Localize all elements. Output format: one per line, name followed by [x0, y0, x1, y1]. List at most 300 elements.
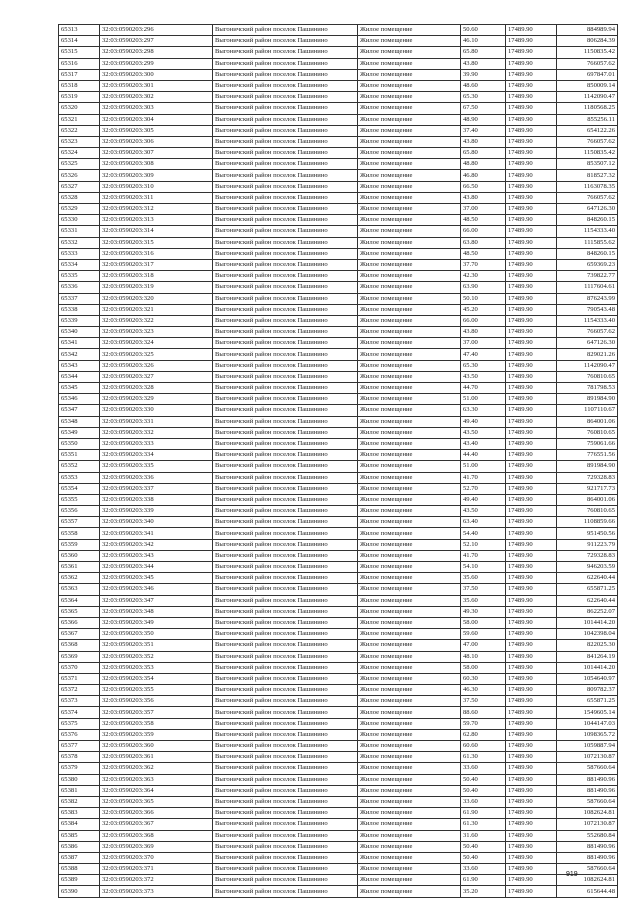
address-cell: Выгоничский район поселок Пашинино	[213, 204, 358, 215]
cadastral-number-cell: 32:03:0590203:337	[100, 483, 213, 494]
cadastral-value-cell: 1154333.40	[557, 315, 618, 326]
address-cell: Выгоничский район поселок Пашинино	[213, 864, 358, 875]
cadastral-value-cell: 855256.11	[557, 114, 618, 125]
cadastral-number-cell: 32:03:0590203:371	[100, 864, 213, 875]
object-type-cell: Жилое помещение	[358, 562, 461, 573]
address-cell: Выгоничский район поселок Пашинино	[213, 25, 358, 36]
area-cell: 37.50	[461, 584, 506, 595]
row-number-cell: 65388	[59, 864, 100, 875]
address-cell: Выгоничский район поселок Пашинино	[213, 595, 358, 606]
specific-value-cell: 17489.90	[506, 170, 557, 181]
address-cell: Выгоничский район поселок Пашинино	[213, 438, 358, 449]
row-number-cell: 65338	[59, 304, 100, 315]
object-type-cell: Жилое помещение	[358, 685, 461, 696]
address-cell: Выгоничский район поселок Пашинино	[213, 383, 358, 394]
specific-value-cell: 17489.90	[506, 640, 557, 651]
cadastral-number-cell: 32:03:0590203:315	[100, 237, 213, 248]
row-number-cell: 65369	[59, 651, 100, 662]
cadastral-number-cell: 32:03:0590203:357	[100, 707, 213, 718]
row-number-cell: 65380	[59, 774, 100, 785]
object-type-cell: Жилое помещение	[358, 181, 461, 192]
row-number-cell: 65322	[59, 125, 100, 136]
cadastral-number-cell: 32:03:0590203:358	[100, 718, 213, 729]
table-row	[59, 886, 618, 897]
table-row	[59, 830, 618, 841]
cadastral-value-cell: 921717.73	[557, 483, 618, 494]
row-number-cell: 65313	[59, 25, 100, 36]
area-cell: 51.00	[461, 394, 506, 405]
object-type-cell: Жилое помещение	[358, 864, 461, 875]
object-type-cell: Жилое помещение	[358, 92, 461, 103]
object-type-cell: Жилое помещение	[358, 472, 461, 483]
area-cell: 46.30	[461, 685, 506, 696]
specific-value-cell: 17489.90	[506, 696, 557, 707]
row-number-cell: 65350	[59, 438, 100, 449]
table-row	[59, 796, 618, 807]
address-cell: Выгоничский район поселок Пашинино	[213, 47, 358, 58]
address-cell: Выгоничский район поселок Пашинино	[213, 461, 358, 472]
object-type-cell: Жилое помещение	[358, 159, 461, 170]
table-row	[59, 360, 618, 371]
specific-value-cell: 17489.90	[506, 729, 557, 740]
area-cell: 48.10	[461, 651, 506, 662]
area-cell: 50.40	[461, 841, 506, 852]
area-cell: 52.70	[461, 483, 506, 494]
row-number-cell: 65343	[59, 360, 100, 371]
specific-value-cell: 17489.90	[506, 204, 557, 215]
cadastral-number-cell: 32:03:0590203:297	[100, 36, 213, 47]
object-type-cell: Жилое помещение	[358, 136, 461, 147]
table-row	[59, 707, 618, 718]
cadastral-number-cell: 32:03:0590203:355	[100, 685, 213, 696]
cadastral-value-cell: 1044147.03	[557, 718, 618, 729]
row-number-cell: 65351	[59, 450, 100, 461]
row-number-cell: 65370	[59, 662, 100, 673]
object-type-cell: Жилое помещение	[358, 830, 461, 841]
cadastral-number-cell: 32:03:0590203:301	[100, 80, 213, 91]
specific-value-cell: 17489.90	[506, 819, 557, 830]
object-type-cell: Жилое помещение	[358, 640, 461, 651]
object-type-cell: Жилое помещение	[358, 204, 461, 215]
object-type-cell: Жилое помещение	[358, 819, 461, 830]
row-number-cell: 65329	[59, 204, 100, 215]
object-type-cell: Жилое помещение	[358, 36, 461, 47]
cadastral-number-cell: 32:03:0590203:353	[100, 662, 213, 673]
address-cell: Выгоничский район поселок Пашинино	[213, 226, 358, 237]
row-number-cell: 65330	[59, 215, 100, 226]
object-type-cell: Жилое помещение	[358, 192, 461, 203]
address-cell: Выгоничский район поселок Пашинино	[213, 852, 358, 863]
cadastral-value-cell: 1108859.66	[557, 517, 618, 528]
address-cell: Выгоничский район поселок Пашинино	[213, 472, 358, 483]
address-cell: Выгоничский район поселок Пашинино	[213, 259, 358, 270]
address-cell: Выгоничский район поселок Пашинино	[213, 69, 358, 80]
specific-value-cell: 17489.90	[506, 103, 557, 114]
specific-value-cell: 17489.90	[506, 573, 557, 584]
area-cell: 66.50	[461, 181, 506, 192]
cadastral-number-cell: 32:03:0590203:330	[100, 405, 213, 416]
address-cell: Выгоничский район поселок Пашинино	[213, 148, 358, 159]
area-cell: 35.20	[461, 886, 506, 897]
cadastral-number-cell: 32:03:0590203:308	[100, 159, 213, 170]
table-row	[59, 304, 618, 315]
area-cell: 66.00	[461, 315, 506, 326]
cadastral-value-cell: 766057.62	[557, 136, 618, 147]
table-row	[59, 662, 618, 673]
area-cell: 31.60	[461, 830, 506, 841]
cadastral-value-cell: 881490.96	[557, 852, 618, 863]
cadastral-value-cell: 654122.26	[557, 125, 618, 136]
row-number-cell: 65319	[59, 92, 100, 103]
object-type-cell: Жилое помещение	[358, 58, 461, 69]
table-row	[59, 159, 618, 170]
specific-value-cell: 17489.90	[506, 394, 557, 405]
specific-value-cell: 17489.90	[506, 450, 557, 461]
cadastral-number-cell: 32:03:0590203:336	[100, 472, 213, 483]
area-cell: 88.60	[461, 707, 506, 718]
area-cell: 43.80	[461, 327, 506, 338]
row-number-cell: 65318	[59, 80, 100, 91]
cadastral-value-cell: 884989.94	[557, 25, 618, 36]
object-type-cell: Жилое помещение	[358, 584, 461, 595]
cadastral-number-cell: 32:03:0590203:364	[100, 785, 213, 796]
address-cell: Выгоничский район поселок Пашинино	[213, 360, 358, 371]
cadastral-value-cell: 622640.44	[557, 595, 618, 606]
row-number-cell: 65327	[59, 181, 100, 192]
row-number-cell: 65354	[59, 483, 100, 494]
specific-value-cell: 17489.90	[506, 80, 557, 91]
object-type-cell: Жилое помещение	[358, 763, 461, 774]
cadastral-value-cell: 848260.15	[557, 248, 618, 259]
table-row	[59, 483, 618, 494]
row-number-cell: 65376	[59, 729, 100, 740]
table-row	[59, 394, 618, 405]
cadastral-value-cell: 881490.96	[557, 774, 618, 785]
object-type-cell: Жилое помещение	[358, 327, 461, 338]
row-number-cell: 65360	[59, 550, 100, 561]
table-row	[59, 741, 618, 752]
address-cell: Выгоничский район поселок Пашинино	[213, 819, 358, 830]
area-cell: 33.60	[461, 796, 506, 807]
cadastral-number-cell: 32:03:0590203:309	[100, 170, 213, 181]
area-cell: 52.10	[461, 539, 506, 550]
cadastral-number-cell: 32:03:0590203:326	[100, 360, 213, 371]
cadastral-value-cell: 848260.15	[557, 215, 618, 226]
address-cell: Выгоничский район поселок Пашинино	[213, 215, 358, 226]
area-cell: 48.80	[461, 159, 506, 170]
address-cell: Выгоничский район поселок Пашинино	[213, 696, 358, 707]
cadastral-number-cell: 32:03:0590203:352	[100, 651, 213, 662]
address-cell: Выгоничский район поселок Пашинино	[213, 315, 358, 326]
object-type-cell: Жилое помещение	[358, 752, 461, 763]
area-cell: 43.40	[461, 438, 506, 449]
table-row	[59, 539, 618, 550]
cadastral-number-cell: 32:03:0590203:368	[100, 830, 213, 841]
cadastral-value-cell: 760810.65	[557, 371, 618, 382]
object-type-cell: Жилое помещение	[358, 248, 461, 259]
area-cell: 61.90	[461, 875, 506, 886]
cadastral-value-cell: 760810.65	[557, 506, 618, 517]
area-cell: 48.50	[461, 215, 506, 226]
cadastral-value-cell: 647126.30	[557, 338, 618, 349]
object-type-cell: Жилое помещение	[358, 416, 461, 427]
object-type-cell: Жилое помещение	[358, 707, 461, 718]
address-cell: Выгоничский район поселок Пашинино	[213, 562, 358, 573]
cadastral-number-cell: 32:03:0590203:303	[100, 103, 213, 114]
object-type-cell: Жилое помещение	[358, 349, 461, 360]
table-row	[59, 271, 618, 282]
area-cell: 58.00	[461, 662, 506, 673]
object-type-cell: Жилое помещение	[358, 696, 461, 707]
row-number-cell: 65368	[59, 640, 100, 651]
cadastral-value-cell: 891984.90	[557, 394, 618, 405]
cadastral-value-cell: 1082624.81	[557, 808, 618, 819]
specific-value-cell: 17489.90	[506, 584, 557, 595]
table-row	[59, 327, 618, 338]
object-type-cell: Жилое помещение	[358, 796, 461, 807]
specific-value-cell: 17489.90	[506, 226, 557, 237]
table-row	[59, 506, 618, 517]
specific-value-cell: 17489.90	[506, 293, 557, 304]
area-cell: 49.40	[461, 494, 506, 505]
cadastral-number-cell: 32:03:0590203:311	[100, 192, 213, 203]
cadastral-number-cell: 32:03:0590203:328	[100, 383, 213, 394]
row-number-cell: 65315	[59, 47, 100, 58]
area-cell: 54.10	[461, 562, 506, 573]
area-cell: 63.40	[461, 517, 506, 528]
cadastral-value-cell: 1115855.62	[557, 237, 618, 248]
cadastral-value-cell: 1042398.04	[557, 629, 618, 640]
object-type-cell: Жилое помещение	[358, 517, 461, 528]
specific-value-cell: 17489.90	[506, 785, 557, 796]
cadastral-value-cell: 1549605.14	[557, 707, 618, 718]
cadastral-value-cell: 1142090.47	[557, 360, 618, 371]
object-type-cell: Жилое помещение	[358, 226, 461, 237]
row-number-cell: 65328	[59, 192, 100, 203]
cadastral-number-cell: 32:03:0590203:331	[100, 416, 213, 427]
cadastral-value-cell: 946203.59	[557, 562, 618, 573]
row-number-cell: 65316	[59, 58, 100, 69]
object-type-cell: Жилое помещение	[358, 852, 461, 863]
table-row	[59, 58, 618, 69]
address-cell: Выгоничский район поселок Пашинино	[213, 629, 358, 640]
object-type-cell: Жилое помещение	[358, 606, 461, 617]
table-row	[59, 752, 618, 763]
cadastral-number-cell: 32:03:0590203:369	[100, 841, 213, 852]
area-cell: 59.60	[461, 629, 506, 640]
specific-value-cell: 17489.90	[506, 371, 557, 382]
object-type-cell: Жилое помещение	[358, 394, 461, 405]
object-type-cell: Жилое помещение	[358, 383, 461, 394]
specific-value-cell: 17489.90	[506, 606, 557, 617]
address-cell: Выгоничский район поселок Пашинино	[213, 741, 358, 752]
cadastral-number-cell: 32:03:0590203:343	[100, 550, 213, 561]
table-row	[59, 80, 618, 91]
row-number-cell: 65355	[59, 494, 100, 505]
specific-value-cell: 17489.90	[506, 651, 557, 662]
address-cell: Выгоничский район поселок Пашинино	[213, 349, 358, 360]
address-cell: Выгоничский район поселок Пашинино	[213, 808, 358, 819]
cadastral-number-cell: 32:03:0590203:339	[100, 506, 213, 517]
table-row	[59, 718, 618, 729]
table-body	[59, 25, 618, 898]
table-row	[59, 763, 618, 774]
cadastral-value-cell: 1098365.72	[557, 729, 618, 740]
address-cell: Выгоничский район поселок Пашинино	[213, 785, 358, 796]
specific-value-cell: 17489.90	[506, 25, 557, 36]
object-type-cell: Жилое помещение	[358, 673, 461, 684]
specific-value-cell: 17489.90	[506, 360, 557, 371]
table-row	[59, 148, 618, 159]
cadastral-value-cell: 587660.64	[557, 864, 618, 875]
address-cell: Выгоничский район поселок Пашинино	[213, 875, 358, 886]
cadastral-value-cell: 864001.06	[557, 494, 618, 505]
object-type-cell: Жилое помещение	[358, 785, 461, 796]
table-row	[59, 606, 618, 617]
cadastral-value-cell: 781798.53	[557, 383, 618, 394]
row-number-cell: 65325	[59, 159, 100, 170]
specific-value-cell: 17489.90	[506, 47, 557, 58]
specific-value-cell: 17489.90	[506, 192, 557, 203]
cadastral-number-cell: 32:03:0590203:318	[100, 271, 213, 282]
address-cell: Выгоничский район поселок Пашинино	[213, 517, 358, 528]
cadastral-number-cell: 32:03:0590203:305	[100, 125, 213, 136]
table-row	[59, 215, 618, 226]
table-row	[59, 114, 618, 125]
address-cell: Выгоничский район поселок Пашинино	[213, 293, 358, 304]
cadastral-number-cell: 32:03:0590203:370	[100, 852, 213, 863]
table-row	[59, 69, 618, 80]
table-row	[59, 371, 618, 382]
specific-value-cell: 17489.90	[506, 841, 557, 852]
specific-value-cell: 17489.90	[506, 327, 557, 338]
specific-value-cell: 17489.90	[506, 315, 557, 326]
cadastral-number-cell: 32:03:0590203:372	[100, 875, 213, 886]
row-number-cell: 65375	[59, 718, 100, 729]
address-cell: Выгоничский район поселок Пашинино	[213, 528, 358, 539]
cadastral-value-cell: 1142090.47	[557, 92, 618, 103]
row-number-cell: 65385	[59, 830, 100, 841]
area-cell: 43.80	[461, 136, 506, 147]
cadastral-number-cell: 32:03:0590203:323	[100, 327, 213, 338]
cadastral-number-cell: 32:03:0590203:342	[100, 539, 213, 550]
specific-value-cell: 17489.90	[506, 136, 557, 147]
cadastral-number-cell: 32:03:0590203:319	[100, 282, 213, 293]
object-type-cell: Жилое помещение	[358, 103, 461, 114]
object-type-cell: Жилое помещение	[358, 405, 461, 416]
address-cell: Выгоничский район поселок Пашинино	[213, 170, 358, 181]
specific-value-cell: 17489.90	[506, 718, 557, 729]
table-row	[59, 405, 618, 416]
table-row	[59, 349, 618, 360]
cadastral-value-cell: 1150835.42	[557, 148, 618, 159]
address-cell: Выгоничский район поселок Пашинино	[213, 752, 358, 763]
area-cell: 49.30	[461, 606, 506, 617]
area-cell: 67.50	[461, 103, 506, 114]
table-row	[59, 125, 618, 136]
area-cell: 50.40	[461, 852, 506, 863]
row-number-cell: 65374	[59, 707, 100, 718]
cadastral-value-cell: 841264.19	[557, 651, 618, 662]
table-row	[59, 416, 618, 427]
object-type-cell: Жилое помещение	[358, 237, 461, 248]
cadastral-value-cell: 881490.96	[557, 841, 618, 852]
row-number-cell: 65324	[59, 148, 100, 159]
row-number-cell: 65384	[59, 819, 100, 830]
object-type-cell: Жилое помещение	[358, 506, 461, 517]
table-row	[59, 136, 618, 147]
object-type-cell: Жилое помещение	[358, 271, 461, 282]
cadastral-number-cell: 32:03:0590203:310	[100, 181, 213, 192]
specific-value-cell: 17489.90	[506, 562, 557, 573]
cadastral-value-cell: 1082624.81	[557, 875, 618, 886]
cadastral-number-cell: 32:03:0590203:334	[100, 450, 213, 461]
cadastral-number-cell: 32:03:0590203:354	[100, 673, 213, 684]
specific-value-cell: 17489.90	[506, 886, 557, 897]
address-cell: Выгоничский район поселок Пашинино	[213, 237, 358, 248]
row-number-cell: 65321	[59, 114, 100, 125]
table-row	[59, 584, 618, 595]
area-cell: 43.50	[461, 506, 506, 517]
table-row	[59, 875, 618, 886]
area-cell: 44.70	[461, 383, 506, 394]
cadastral-value-cell: 1117604.61	[557, 282, 618, 293]
address-cell: Выгоничский район поселок Пашинино	[213, 92, 358, 103]
area-cell: 37.50	[461, 696, 506, 707]
table-row	[59, 617, 618, 628]
object-type-cell: Жилое помещение	[358, 259, 461, 270]
address-cell: Выгоничский район поселок Пашинино	[213, 685, 358, 696]
row-number-cell: 65339	[59, 315, 100, 326]
cadastral-value-cell: 766057.62	[557, 58, 618, 69]
row-number-cell: 65317	[59, 69, 100, 80]
area-cell: 54.40	[461, 528, 506, 539]
address-cell: Выгоничский район поселок Пашинино	[213, 450, 358, 461]
table-row	[59, 47, 618, 58]
address-cell: Выгоничский район поселок Пашинино	[213, 427, 358, 438]
row-number-cell: 65347	[59, 405, 100, 416]
area-cell: 48.50	[461, 248, 506, 259]
address-cell: Выгоничский район поселок Пашинино	[213, 371, 358, 382]
object-type-cell: Жилое помещение	[358, 573, 461, 584]
specific-value-cell: 17489.90	[506, 752, 557, 763]
address-cell: Выгоничский район поселок Пашинино	[213, 830, 358, 841]
table-row	[59, 248, 618, 259]
cadastral-number-cell: 32:03:0590203:320	[100, 293, 213, 304]
cadastral-number-cell: 32:03:0590203:350	[100, 629, 213, 640]
cadastral-value-cell: 655871.25	[557, 584, 618, 595]
area-cell: 65.80	[461, 148, 506, 159]
object-type-cell: Жилое помещение	[358, 47, 461, 58]
cadastral-value-cell: 862252.07	[557, 606, 618, 617]
object-type-cell: Жилое помещение	[358, 170, 461, 181]
cadastral-value-cell: 587660.64	[557, 796, 618, 807]
specific-value-cell: 17489.90	[506, 114, 557, 125]
area-cell: 65.30	[461, 92, 506, 103]
cadastral-number-cell: 32:03:0590203:366	[100, 808, 213, 819]
specific-value-cell: 17489.90	[506, 741, 557, 752]
area-cell: 35.60	[461, 573, 506, 584]
row-number-cell: 65352	[59, 461, 100, 472]
address-cell: Выгоничский район поселок Пашинино	[213, 796, 358, 807]
cadastral-value-cell: 766057.62	[557, 192, 618, 203]
area-cell: 46.10	[461, 36, 506, 47]
specific-value-cell: 17489.90	[506, 58, 557, 69]
specific-value-cell: 17489.90	[506, 181, 557, 192]
cadastral-value-cell: 1163078.35	[557, 181, 618, 192]
address-cell: Выгоничский район поселок Пашинино	[213, 550, 358, 561]
cadastral-number-cell: 32:03:0590203:356	[100, 696, 213, 707]
